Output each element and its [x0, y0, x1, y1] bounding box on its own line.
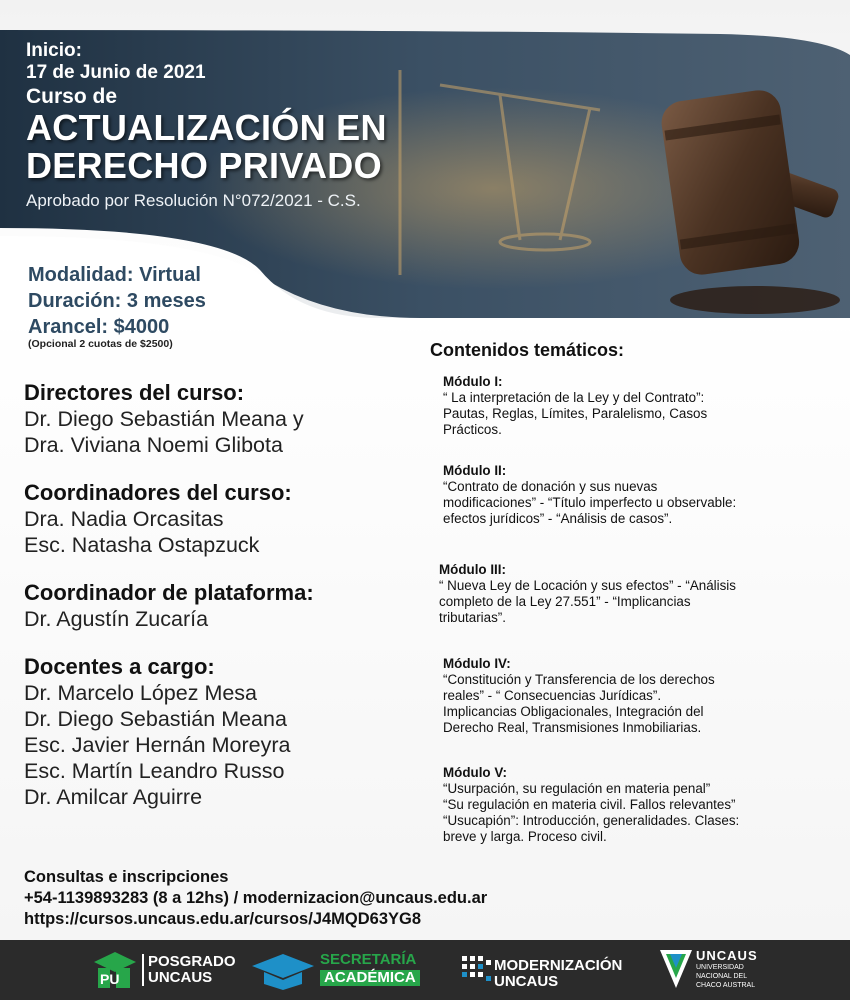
- module-title: Módulo V:: [443, 765, 507, 780]
- header-text: [26, 40, 387, 211]
- modernizacion-text: MODERNIZACIÓN: [494, 957, 623, 974]
- module-line: “Constitución y Transferencia de los derechos: [443, 672, 715, 687]
- teacher-name: Dr. Diego Sebastián Meana: [24, 707, 287, 731]
- director-name: Dr. Diego Sebastián Meana y: [24, 407, 304, 431]
- module-title: Módulo III:: [439, 562, 506, 577]
- module-3: [439, 562, 834, 626]
- module-2: [443, 463, 838, 527]
- module-1: [443, 374, 838, 438]
- coordinators-group: [24, 480, 414, 558]
- svg-text:PU: PU: [100, 971, 120, 987]
- coordinators-heading: Coordinadores del curso:: [24, 480, 292, 505]
- module-line: “Contrato de donación y sus nuevas: [443, 479, 658, 494]
- uncaus-text: UNCAUS: [696, 948, 758, 963]
- module-line: efectos jurídicos” - “Análisis de casos”.: [443, 511, 673, 526]
- course-title-line1: ACTUALIZACIÓN EN: [26, 107, 387, 148]
- uncaus-sub-2: NACIONAL DEL: [696, 973, 748, 980]
- posgrado-icon: [92, 948, 138, 992]
- module-line: “Su regulación en materia civil. Fallos relevantes”: [443, 797, 736, 812]
- course-label: Curso de: [26, 85, 118, 108]
- directors-heading: Directores del curso:: [24, 380, 245, 405]
- contact-title: Consultas e inscripciones: [24, 868, 229, 886]
- module-line: tributarias”.: [439, 610, 506, 625]
- module-line: Pautas, Reglas, Límites, Paralelismo, Casos: [443, 406, 708, 421]
- academica-text: ACADÉMICA: [320, 970, 420, 986]
- contents-section: [430, 340, 840, 361]
- module-line: “Usurpación, su regulación en materia penal”: [443, 781, 711, 796]
- module-line: reales” - “ Consecuencias Jurídicas”.: [443, 688, 662, 703]
- module-title: Módulo I:: [443, 374, 503, 389]
- fee-note: (Opcional 2 cuotas de $2500): [28, 338, 173, 350]
- graduation-cap-icon: [250, 948, 316, 992]
- resolution-text: Aprobado por Resolución N°072/2021 - C.S.: [26, 191, 361, 210]
- teacher-name: Esc. Javier Hernán Moreyra: [24, 733, 291, 757]
- posgrado-sub: UNCAUS: [148, 969, 213, 986]
- module-4: [443, 656, 838, 736]
- fee: Arancel: $4000: [28, 316, 170, 338]
- module-line: breve y larga. Proceso civil.: [443, 829, 607, 844]
- platform-group: [24, 580, 414, 632]
- module-line: “ La interpretación de la Ley y del Contrato”:: [443, 390, 705, 405]
- teacher-name: Esc. Martín Leandro Russo: [24, 759, 285, 783]
- module-line: “ Nueva Ley de Locación y sus efectos” - “Análisis: [439, 578, 736, 593]
- teacher-name: Dr. Marcelo López Mesa: [24, 681, 258, 705]
- module-line: Derecho Real, Transmisiones Inmobiliarias.: [443, 720, 702, 735]
- modernizacion-sub: UNCAUS: [494, 973, 559, 990]
- course-title-line2: DERECHO PRIVADO: [26, 145, 382, 186]
- teacher-name: Dr. Amilcar Aguirre: [24, 785, 203, 809]
- platform-coordinator-name: Dr. Agustín Zucaría: [24, 607, 209, 631]
- contact-section: [24, 867, 487, 930]
- uncaus-sub-1: UNIVERSIDAD: [696, 964, 744, 971]
- uncaus-sub-3: CHACO AUSTRAL: [696, 982, 756, 989]
- teachers-heading: Docentes a cargo:: [24, 654, 215, 679]
- start-date: 17 de Junio de 2021: [26, 62, 206, 83]
- dots-grid-icon: [462, 956, 492, 986]
- module-5: [443, 765, 838, 845]
- module-line: modificaciones” - “Título imperfecto u observable:: [443, 495, 737, 510]
- module-line: completo de la Ley 27.551” - “Implicancias: [439, 594, 691, 609]
- module-title: Módulo II:: [443, 463, 507, 478]
- coordinator-name: Dra. Nadia Orcasitas: [24, 507, 224, 531]
- posgrado-text: POSGRADO: [148, 953, 236, 970]
- teachers-group: [24, 654, 414, 810]
- module-line: Implicancias Obligacionales, Integración del: [443, 704, 704, 719]
- duration: Duración: 3 meses: [28, 290, 206, 312]
- contact-phone-email[interactable]: +54-1139893283 (8 a 12hs) / modernizacion@uncaus.edu.ar: [24, 889, 488, 907]
- module-line: “Usucapión”: Introducción, generalidades. Clases:: [443, 813, 740, 828]
- directors-group: [24, 380, 414, 458]
- platform-heading: Coordinador de plataforma:: [24, 580, 314, 605]
- coordinator-name: Esc. Natasha Ostapzuck: [24, 533, 260, 557]
- director-name: Dra. Viviana Noemi Glibota: [24, 433, 283, 457]
- contents-heading: Contenidos temáticos:: [430, 340, 625, 360]
- course-meta: [28, 262, 206, 350]
- contact-url[interactable]: https://cursos.uncaus.edu.ar/cursos/J4MQD63YG8: [24, 910, 422, 928]
- secretaria-text: SECRETARÍA: [320, 951, 417, 968]
- uncaus-emblem-icon: [660, 950, 692, 990]
- start-label: Inicio:: [26, 40, 82, 61]
- footer-logos: [0, 940, 850, 1000]
- module-title: Módulo IV:: [443, 656, 511, 671]
- people-section: [24, 380, 414, 832]
- modality: Modalidad: Virtual: [28, 264, 201, 286]
- module-line: Prácticos.: [443, 422, 502, 437]
